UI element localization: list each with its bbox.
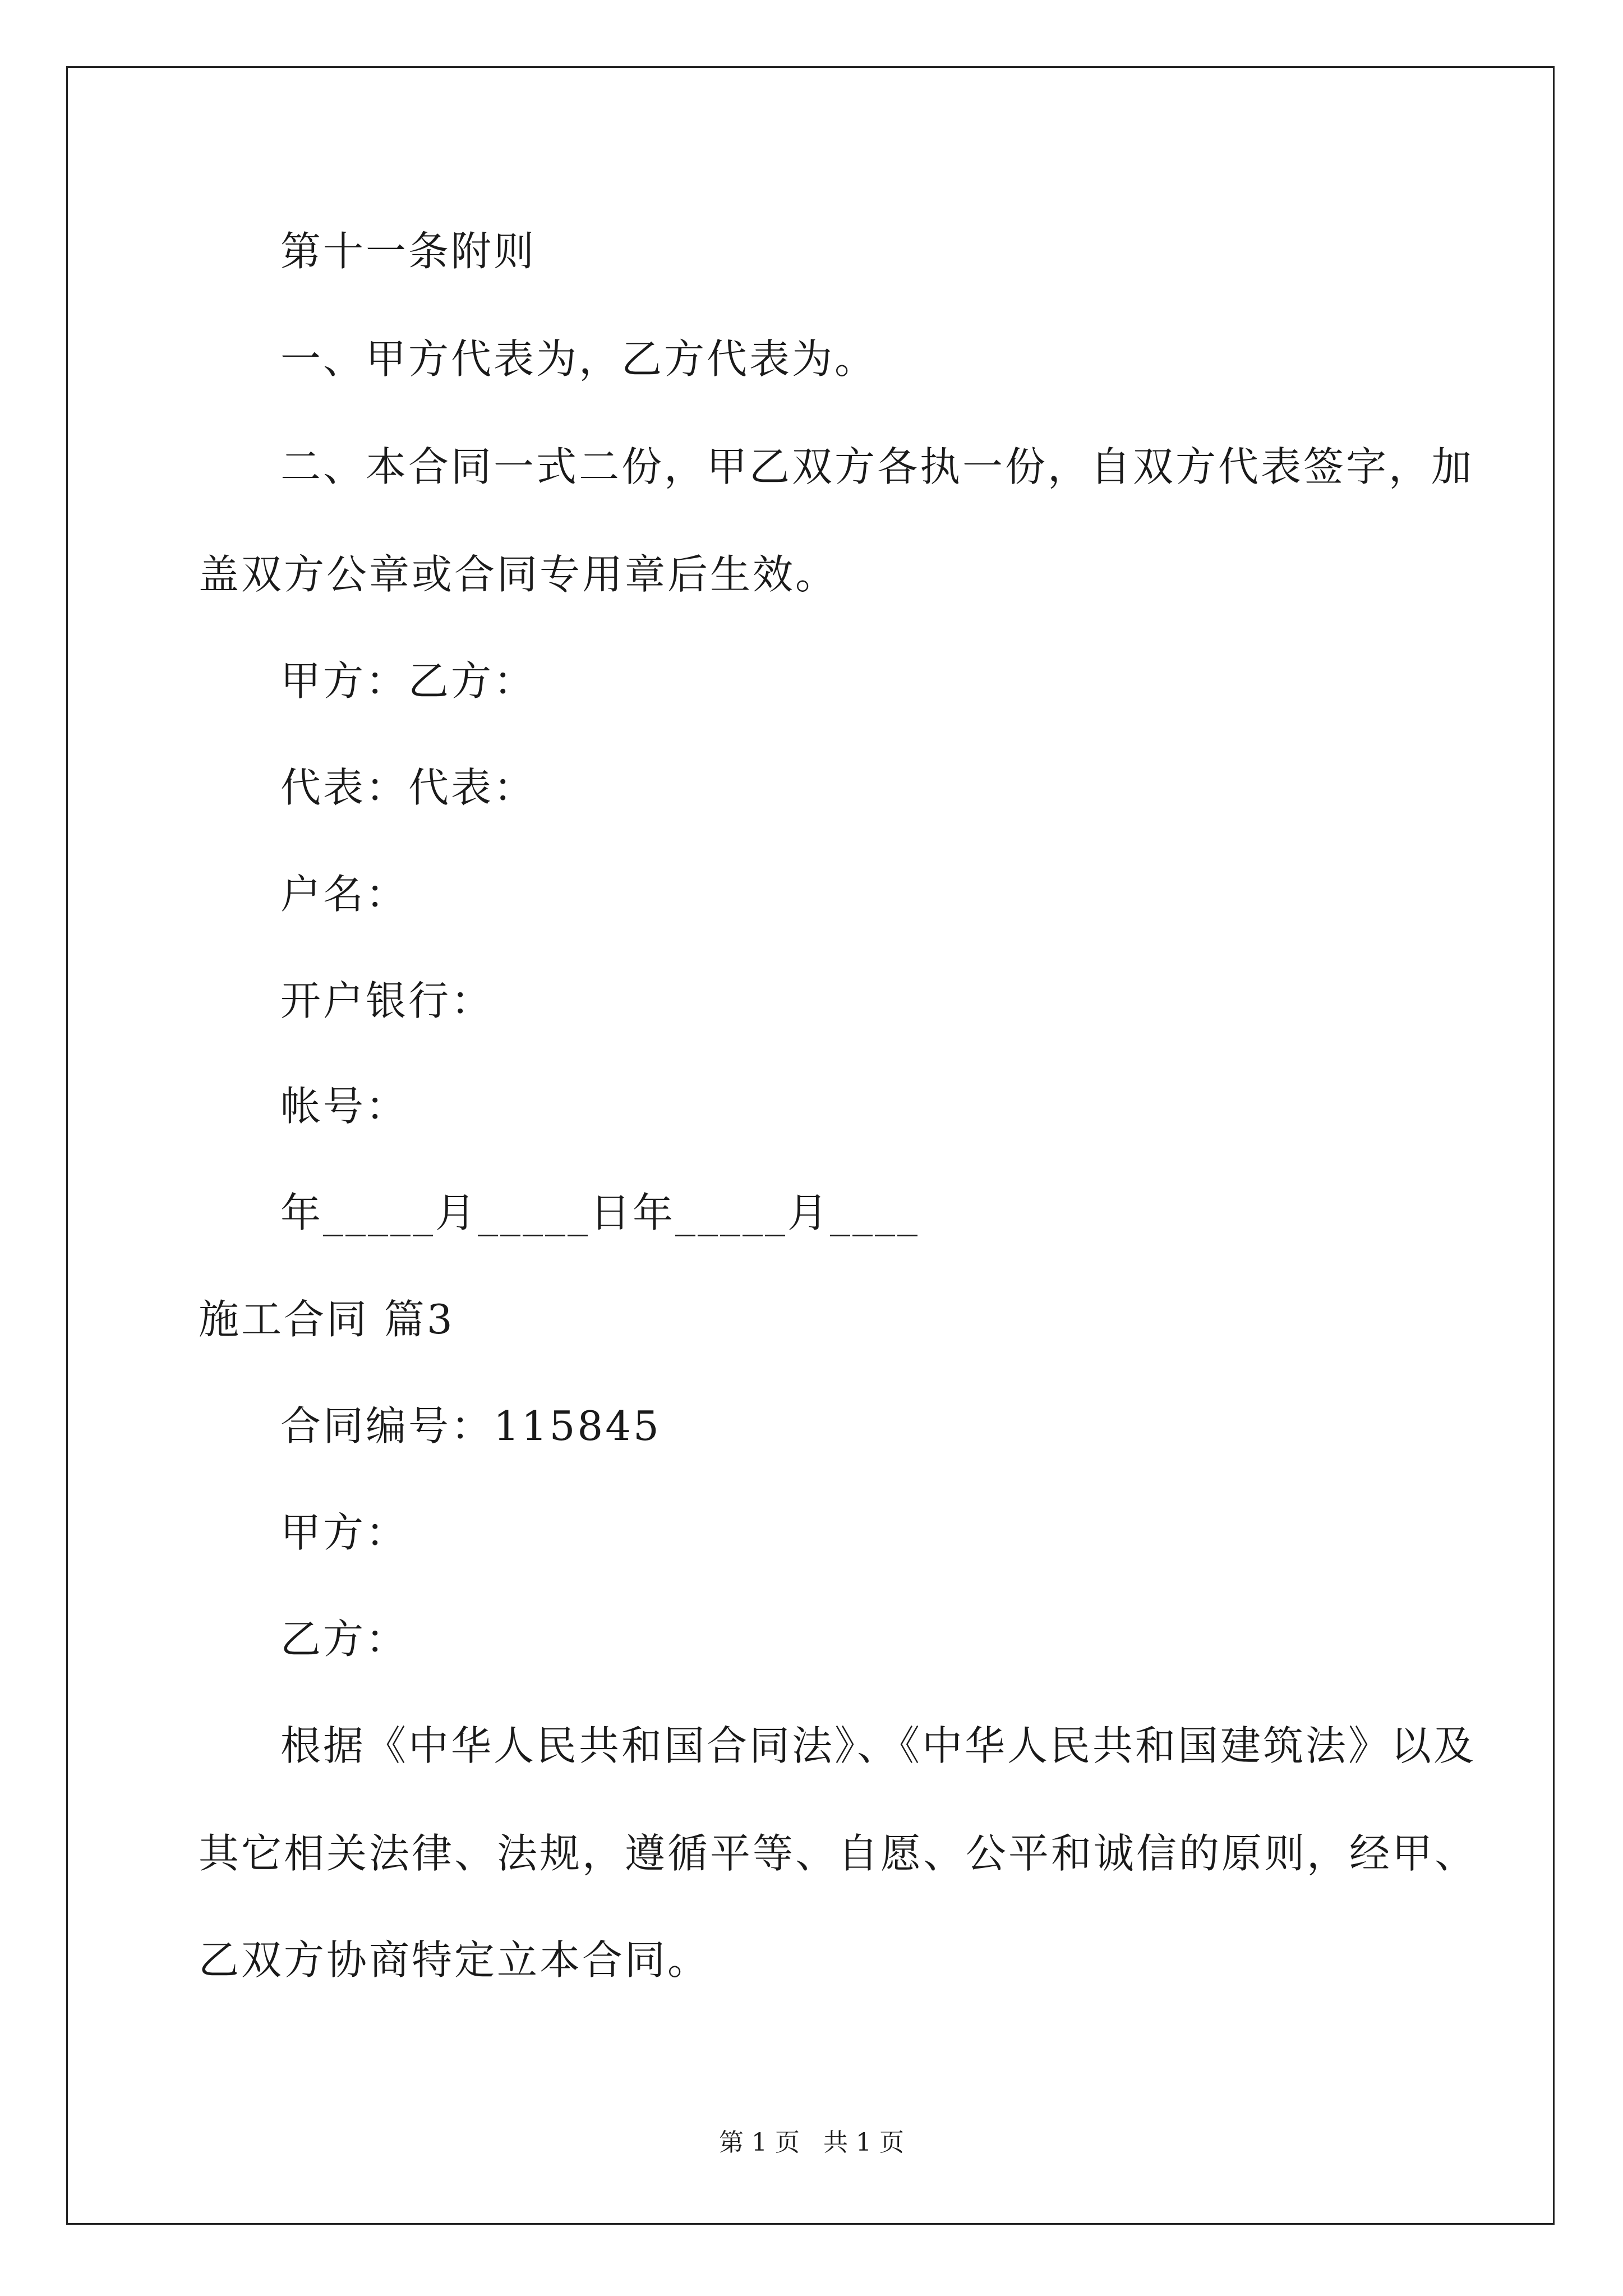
bank-field: 开户银行： (280, 977, 494, 1024)
preamble-line-2: 其它相关法律、法规，遵循平等、自愿、公平和诚信的原则，经甲、 (199, 1830, 1478, 1877)
date-fields: 年_____月_____日年_____月____ (280, 1189, 920, 1236)
account-name-field: 户名： (280, 871, 409, 918)
signature-parties: 甲方：乙方： (280, 657, 537, 705)
page-border (66, 66, 1555, 2225)
page-number: 第 1 页 共 1 页 (719, 2128, 904, 2157)
party-b-field: 乙方： (280, 1616, 409, 1663)
preamble-line-1: 根据《中华人民共和国合同法》、《中华人民共和国建筑法》以及 (280, 1722, 1477, 1769)
contract-number: 合同编号：115845 (280, 1402, 661, 1450)
clause-copies-cont: 盖双方公章或合同专用章后生效。 (199, 551, 838, 598)
clause-representatives: 一、甲方代表为，乙方代表为。 (280, 335, 878, 383)
clause-copies: 二、本合同一式二份，甲乙双方各执一份，自双方代表签字，加 (280, 443, 1474, 490)
party-a-field: 甲方： (280, 1509, 409, 1556)
article-heading: 第十一条附则 (280, 228, 537, 275)
preamble-line-3: 乙双方协商特定立本合同。 (199, 1936, 711, 1984)
signature-representatives: 代表：代表： (280, 764, 537, 811)
section-title: 施工合同 篇3 (199, 1296, 455, 1343)
account-number-field: 帐号： (280, 1083, 409, 1130)
